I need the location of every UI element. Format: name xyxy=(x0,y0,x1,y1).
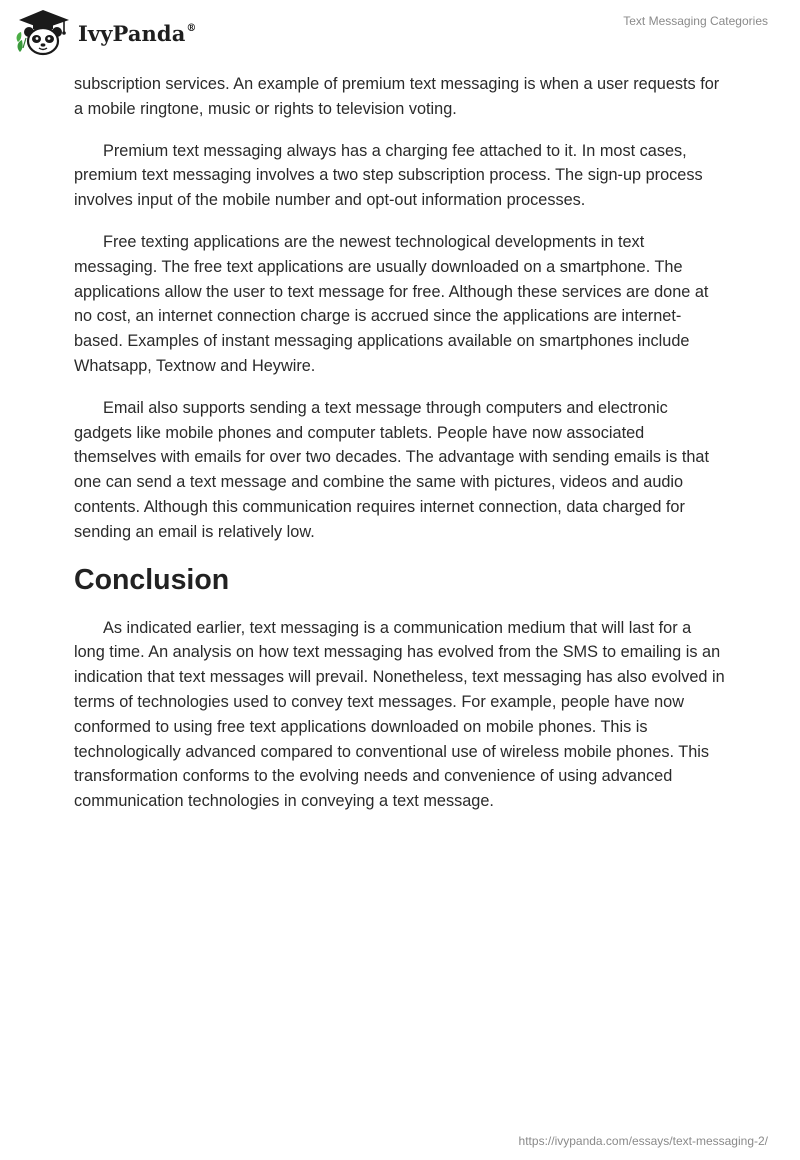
paragraph-free-texting: Free texting applications are the newest technological developments in text messaging. The free text applications are usually downloaded on a smartphone. The applications allow the user to text message for free. Although these services are done at no cost, an internet connection charge is accrued since the applications are internet-based. Examples of instant messaging applications available on smartphones include Whatsapp, Textnow and Heywire. xyxy=(74,232,709,375)
ivypanda-logo[interactable] xyxy=(14,8,197,58)
conclusion-heading: Conclusion xyxy=(74,563,230,596)
registered-mark: ® xyxy=(186,22,197,34)
brand-name xyxy=(78,21,197,46)
brand-text: IvyPanda xyxy=(78,20,186,46)
paragraph-email: Email also supports sending a text message through computers and electronic gadgets like mobile phones and computer tablets. People have now associated themselves with emails for over two decades. The advantage with sending emails is that one can send a text message and combine the same with pictures, videos and audio contents. Although this communication requires internet connection, data charged for sending an email is relatively low. xyxy=(74,398,709,541)
page-header xyxy=(0,0,800,66)
paragraph-conclusion: As indicated earlier, text messaging is a communication medium that will last for a long time. An analysis on how text messaging has evolved from the SMS to emailing is an indication that text messages will prevail. Nonetheless, text messaging has also evolved in terms of technologies used to convey text messages. For example, people have now conformed to using free text applications downloaded on mobile phones. This is technologically advanced compared to conventional use of wireless mobile phones. This transformation conforms to the evolving needs and convenience of using advanced communication technologies in conveying a text message. xyxy=(74,618,725,811)
paragraph-premium-messaging: Premium text messaging always has a charging fee attached to it. In most cases, premium text messaging involves a two step subscription process. The sign-up process involves input of the mobile number and opt-out information processes. xyxy=(74,141,703,210)
panda-graduate-icon xyxy=(14,8,72,58)
article-body xyxy=(74,72,726,831)
paragraph-continuation: subscription services. An example of premium text messaging is when a user requests for a mobile ringtone, music or rights to television voting. xyxy=(74,75,720,118)
page-title: Text Messaging Categories xyxy=(623,14,768,28)
source-url[interactable]: https://ivypanda.com/essays/text-messaging-2/ xyxy=(518,1134,768,1148)
